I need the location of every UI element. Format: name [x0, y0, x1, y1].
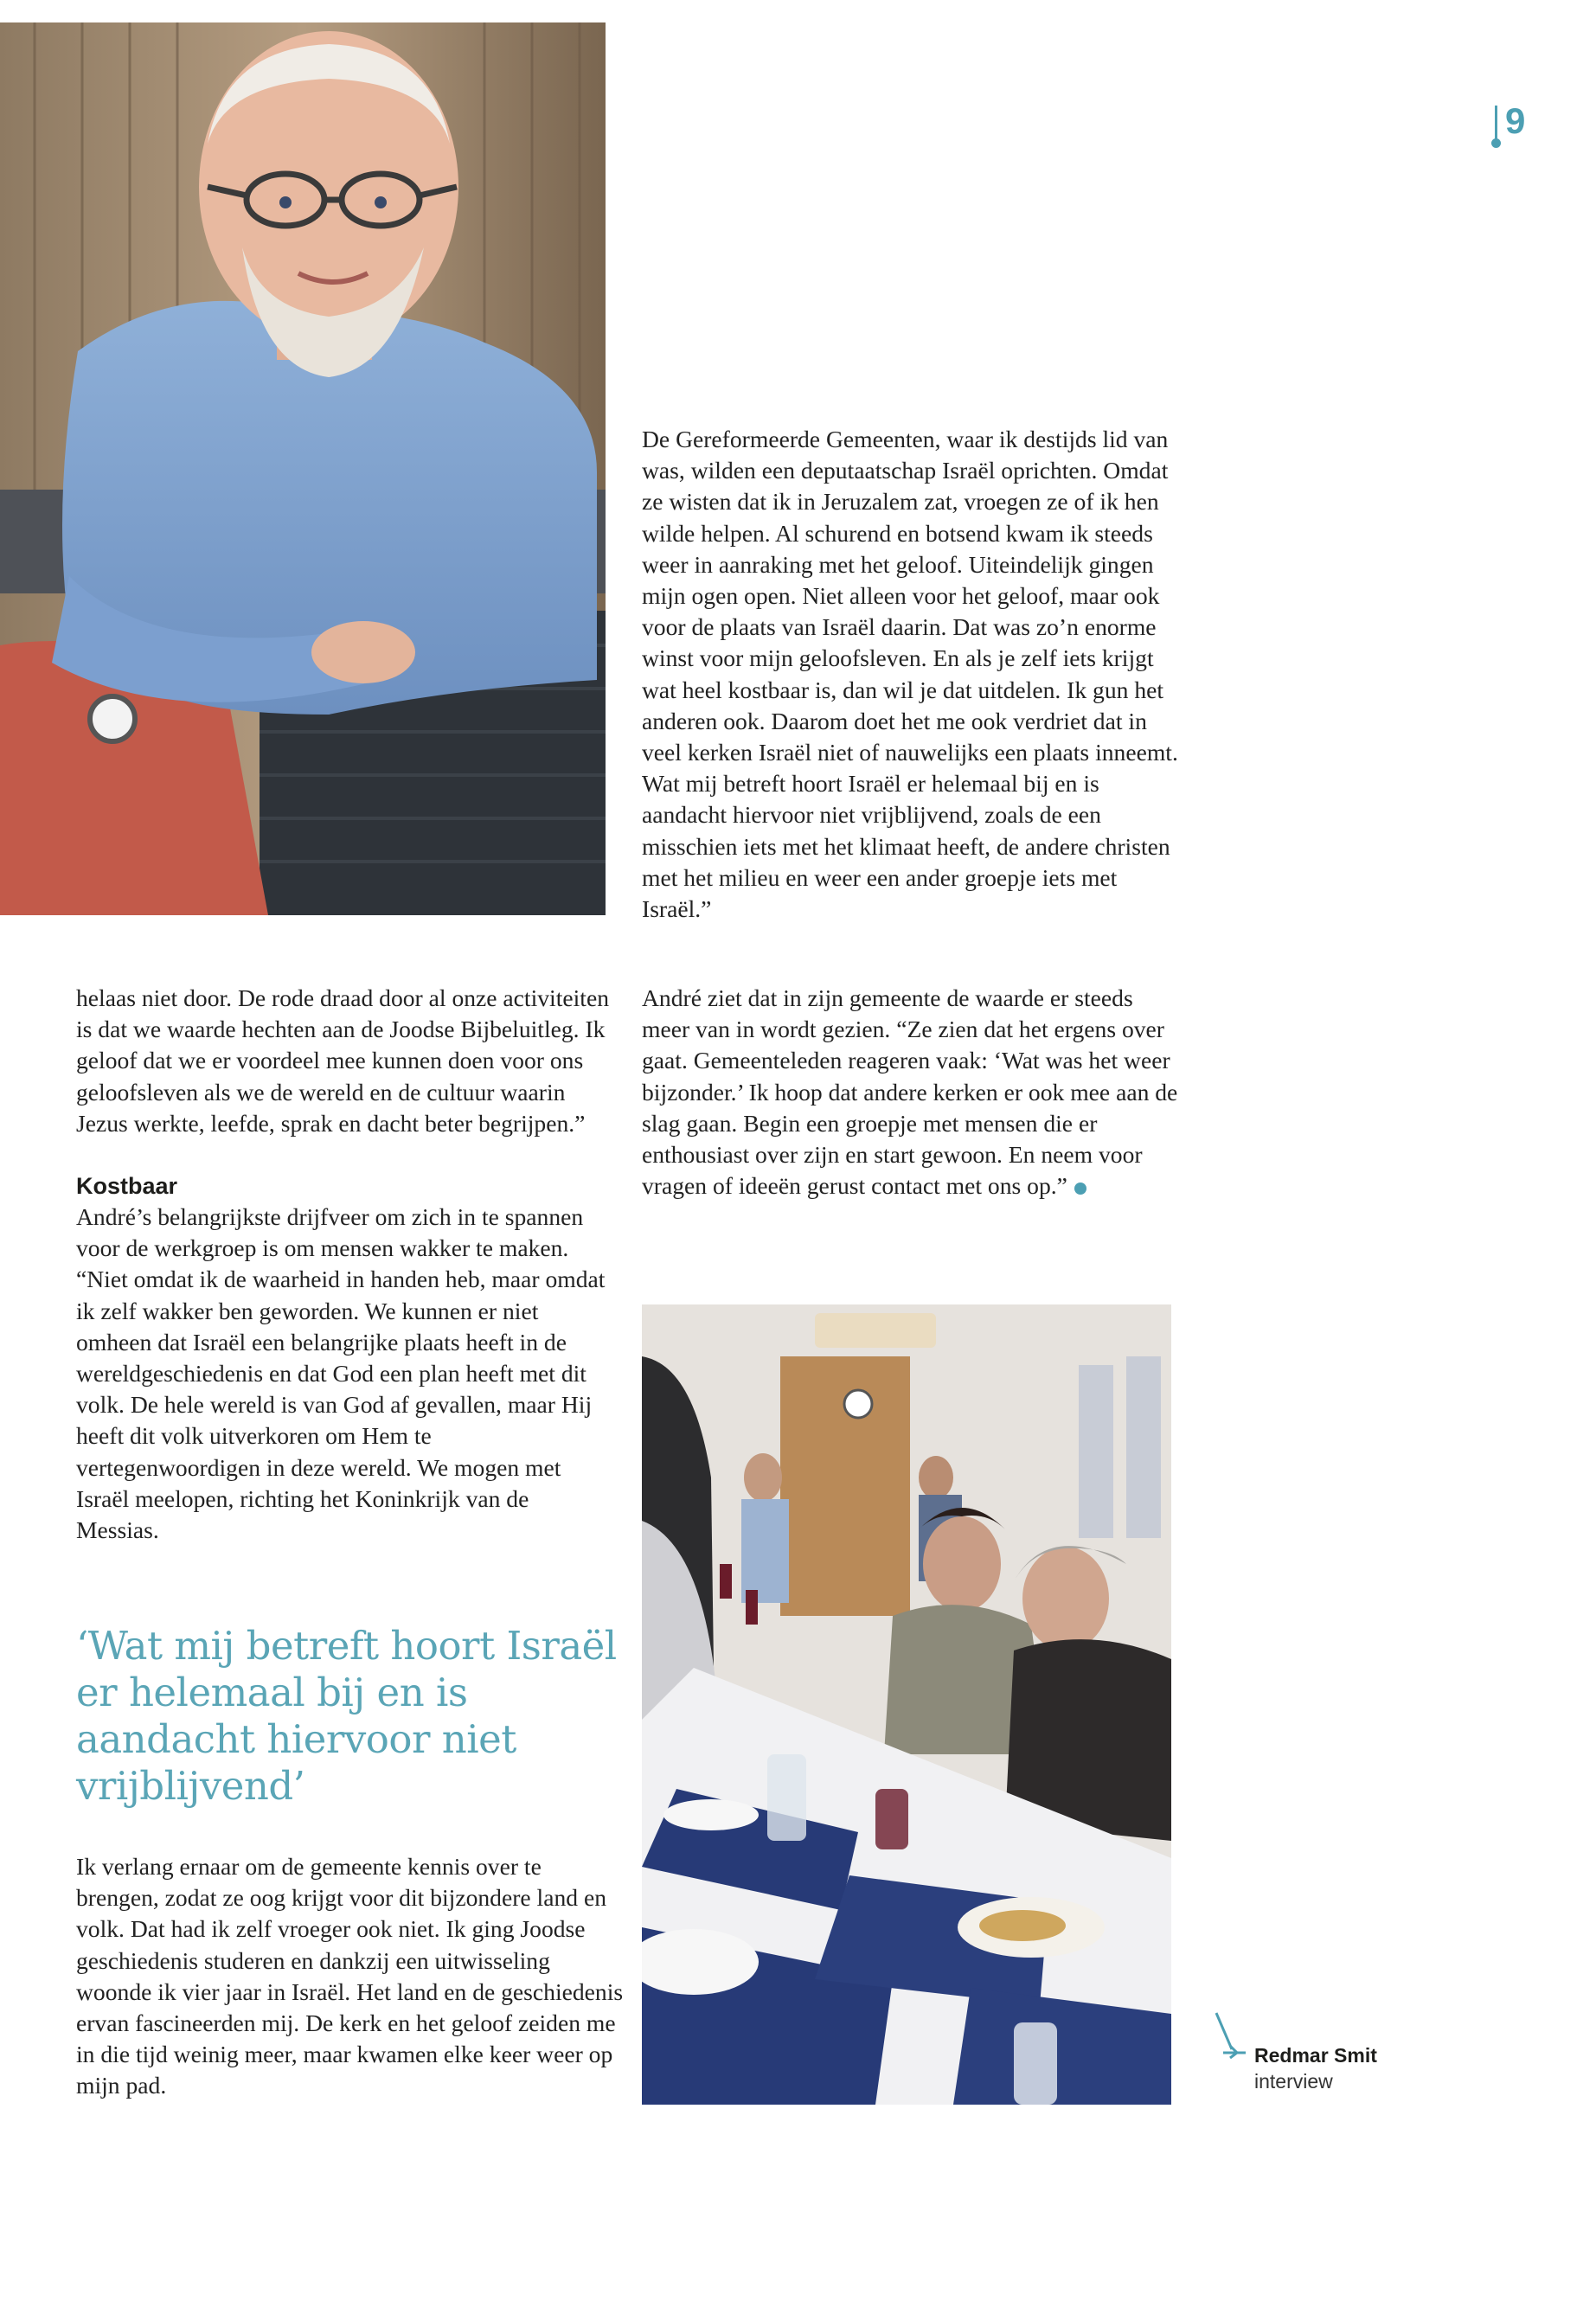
dinner-photo [642, 1304, 1171, 2105]
article-column-bottom-left [76, 1851, 630, 2102]
article-column-mid-right [642, 983, 1178, 1202]
page-number-text: 9 [1505, 100, 1526, 141]
section-subheading: Kostbaar [76, 1173, 178, 1200]
credit-arrow-icon [1211, 2011, 1249, 2060]
article-paragraph: Ik verlang ernaar om de gemeente kennis over te brengen, zodat ze oog krijgt voor dit bijzondere land en volk. Dat had ik zelf vroeger ook niet. Ik ging Joodse geschiedenis studeren en dankzij een uitwisseling woonde ik vier jaar in Israël. Het land en de geschiedenis ervan fascineerden mij. De kerk en het geloof zeiden me in die tijd weinig meer, maar kwamen elke keer weer op mijn pad. [76, 1853, 624, 2099]
page-number [1486, 100, 1547, 149]
page-number-dot [1491, 138, 1501, 148]
author-credit [1211, 2011, 1471, 2106]
article-column-top-right [642, 424, 1178, 925]
end-of-article-dot-icon [1074, 1183, 1086, 1195]
article-paragraph-closing [642, 983, 1178, 1202]
article-paragraph: De Gereformeerde Gemeenten, waar ik destijds lid van was, wilden een deputaatschap Israël oprichten. Omdat ze wisten dat ik in Jeruzalem zat, vroegen ze of ik hen wilde helpen. Al schurend en botsend kwam ik steeds weer in aanraking met het geloof. Uiteindelijk gingen mijn ogen open. Niet alleen voor het geloof, maar ook voor de plaats van Israël daarin. Dat was zo’n enorme winst voor mijn geloofsleven. En als je zelf iets krijgt wat heel kostbaar is, dan wil je dat uitdelen. Ik gun het anderen ook. Daarom doet het me ook verdriet dat in veel kerken Israël niet of nauwelijks een plaats inneemt. Wat mij betreft hoort Israël er helemaal bij en is aandacht hiervoor niet vrijblijvend, zoals de een misschien iets met het klimaat heeft, de andere christen met het milieu en weer een ander groepje iets met Israël.” [642, 426, 1178, 923]
author-name: Redmar Smit [1254, 2044, 1377, 2067]
article-paragraph: helaas niet door. De rode draad door al onze activiteiten is dat we waarde hechten aan de Joodse Bijbeluitleg. Ik geloof dat we er voordeel mee kunnen doen voor ons geloofsleven als we de wereld en de cultuur waarin Jezus werkte, leefde, sprak en dacht beter begrijpen.” [76, 984, 610, 1137]
article-column-left [76, 983, 617, 1546]
dinner-photo-icon [642, 1304, 1171, 2105]
author-role: interview [1254, 2070, 1333, 2093]
article-paragraph: André’s belangrijkste drijfveer om zich in te spannen voor de werkgroep is om mensen wakker te maken. “Niet omdat ik de waarheid in handen heb, maar omdat ik zelf wakker ben geworden. We kunnen er niet omheen dat Israël een belangrijke plaats heeft in de wereldgeschiedenis en dat God een plan heeft met dit volk. De hele wereld is van God af gevallen, maar Hij heeft dit volk uitverkoren om Hem te vertegenwoordigen in deze wereld. We mogen met Israël meelopen, richting het Koninkrijk van de Messias. [76, 1203, 606, 1544]
portrait-photo-icon [0, 22, 606, 915]
closing-text: André ziet dat in zijn gemeente de waarde er steeds meer van in wordt gezien. “Ze zien dat het ergens over gaat. Gemeenteleden reageren vaak: ‘Wat was het weer bijzonder.’ Ik hoop dat andere kerken er ook mee aan de slag gaan. Begin een groepje met mensen die er enthousiast over zijn en start gewoon. En neem voor vragen of ideeën gerust contact met ons op.” [642, 984, 1178, 1200]
pull-quote: ‘Wat mij betreft hoort Israël er helemaal bij en is aandacht hiervoor niet vrijblijvend’ [76, 1623, 617, 1809]
portrait-photo [0, 22, 606, 915]
page-number-bar [1495, 106, 1497, 140]
